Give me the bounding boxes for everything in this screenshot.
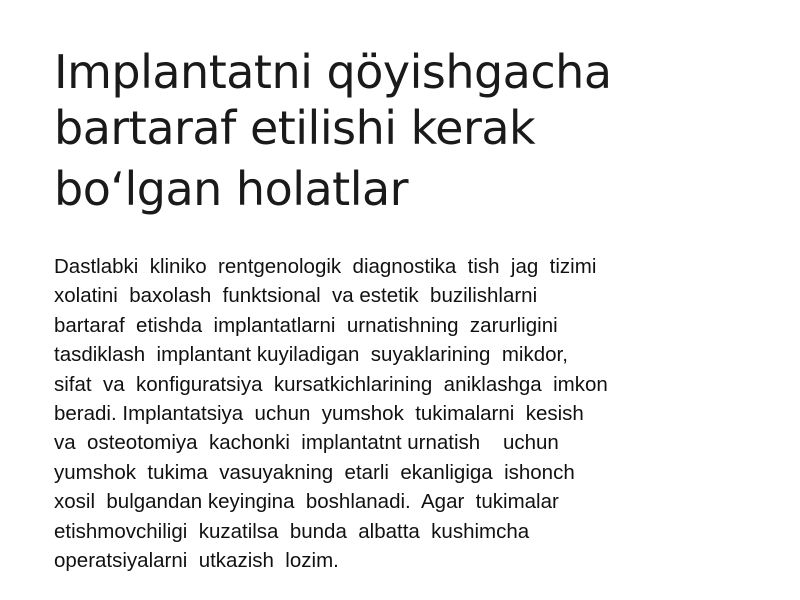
body-line: etishmovchiligi kuzatilsa bunda albatta kushimcha	[54, 519, 530, 543]
body-line: sifat va konfiguratsiya kursatkichlarining aniklashga imkon	[54, 372, 608, 396]
title-line: bo‘lgan holatlar	[54, 162, 409, 216]
body-line: bartaraf etishda implantatlarni urnatishning zarurligini	[54, 313, 558, 337]
body-line: operatsiyalarni utkazish lozim.	[54, 549, 339, 573]
body-line: xolatini baxolash funktsional va estetik buzilishlarni	[54, 284, 538, 308]
body-line: xosil bulgandan keyingina boshlanadi. Agar tukimalar	[54, 490, 559, 514]
body-line: tasdiklash implantant kuyiladigan suyaklarining mikdor,	[54, 343, 568, 367]
body-line: Dastlabki kliniko rentgenologik diagnostika tish jag tizimi	[54, 255, 597, 278]
title-line: Implantatni qöyishgacha	[54, 45, 612, 99]
body-line: beradi. Implantatsiya uchun yumshok tukimalarni kesish	[54, 402, 584, 426]
slide-title	[54, 44, 754, 217]
body-line: va osteotomiya kachonki implantatnt urnatish uchun	[54, 431, 559, 455]
title-line: bartaraf etilishi kerak	[54, 101, 536, 155]
slide-body-text	[54, 252, 754, 575]
body-line: yumshok tukima vasuyakning etarli ekanligiga ishonch	[54, 460, 575, 484]
